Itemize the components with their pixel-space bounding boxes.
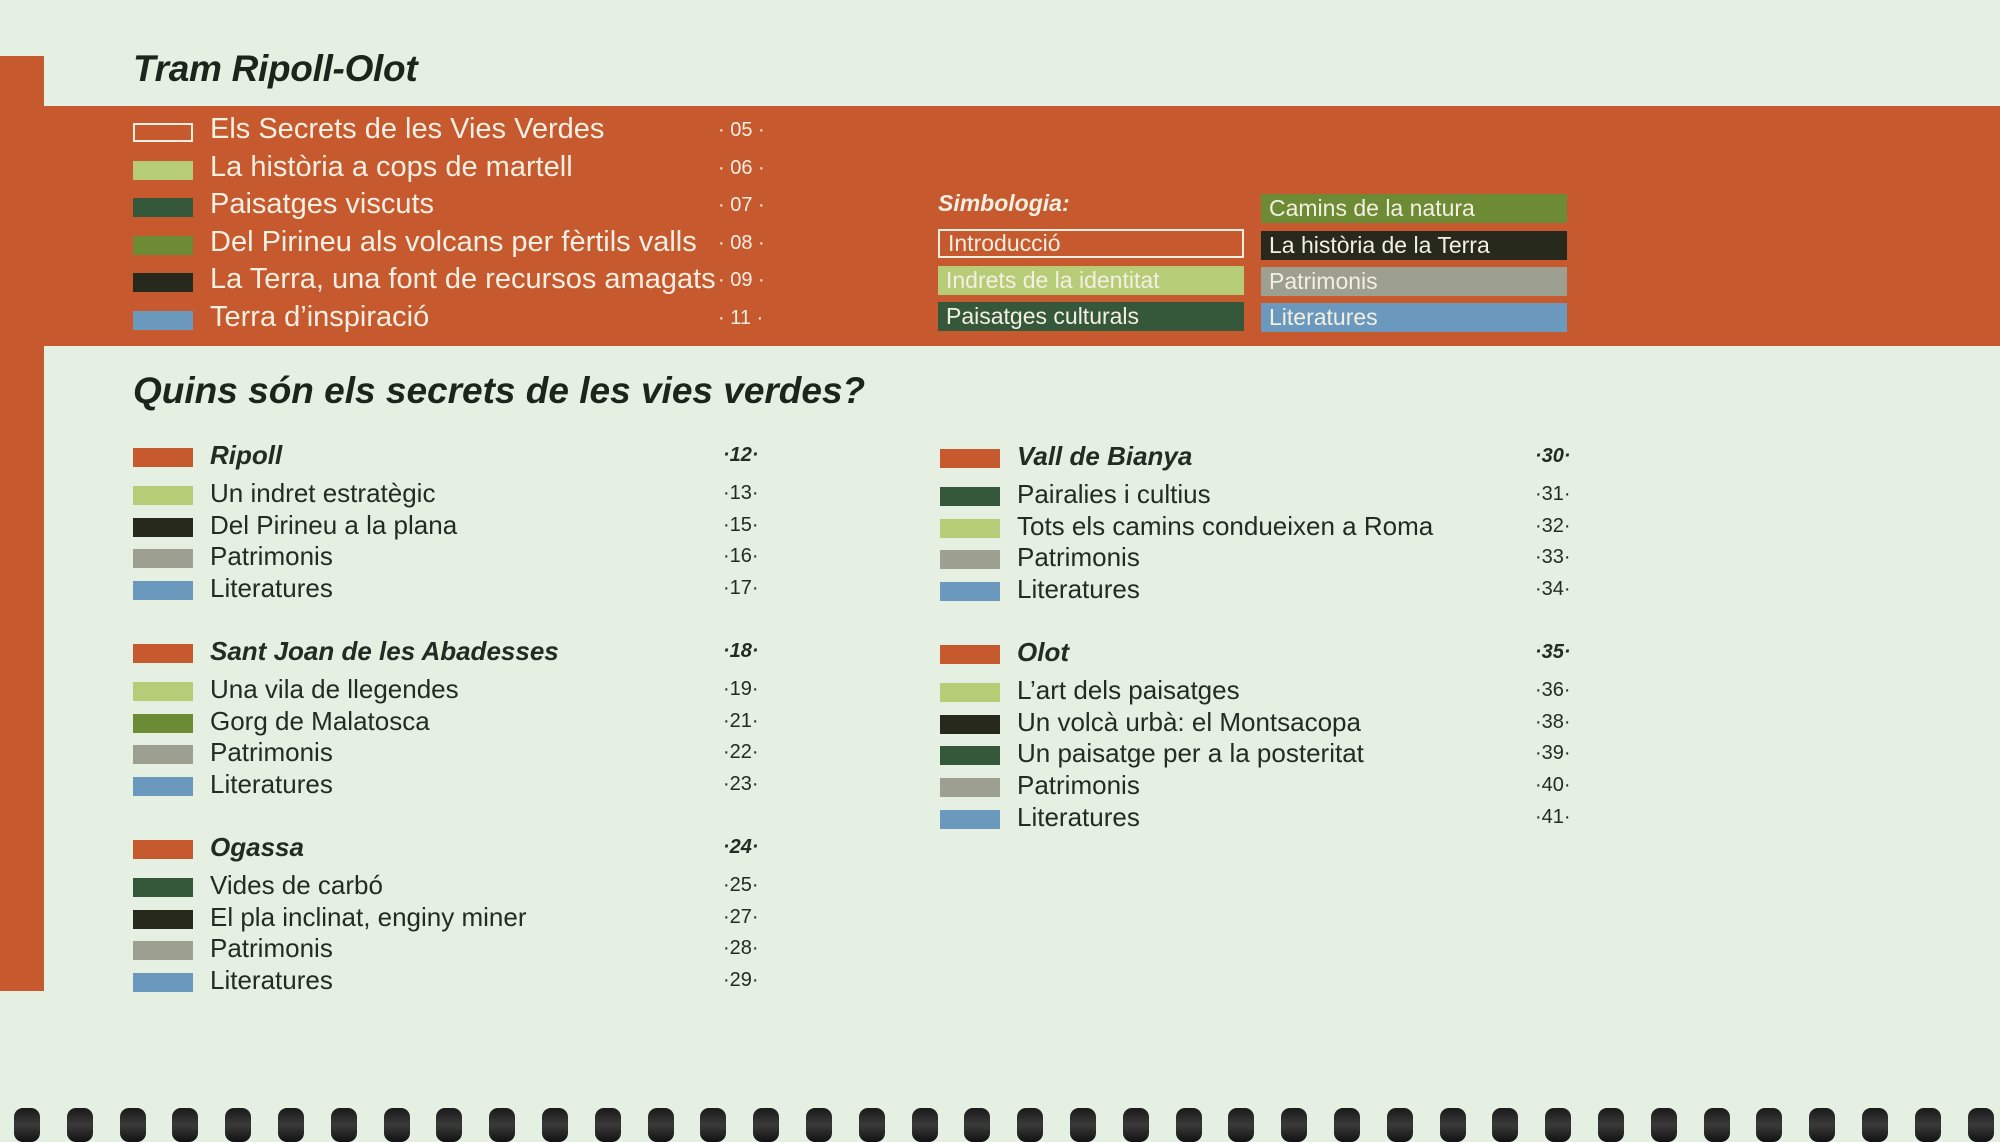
legend-item: Indrets de la identitat [938,266,1244,295]
color-swatch [133,910,193,929]
binding-ring [1387,1108,1413,1142]
page-title: Tram Ripoll-Olot [133,48,418,89]
town-heading[interactable] [940,637,1620,669]
color-swatch [133,682,193,701]
color-swatch [133,518,193,537]
binding-ring [595,1108,621,1142]
color-swatch [133,273,193,292]
chapter-page: ·38· [1535,710,1571,733]
town-marker [133,840,193,859]
toc-entry[interactable] [133,151,773,188]
toc-entry[interactable] [133,226,773,263]
binding-ring [753,1108,779,1142]
town-name: Sant Joan de les Abadesses [210,636,559,666]
chapter-entry[interactable] [133,933,813,965]
chapter-label: Literatures [210,573,333,604]
color-swatch [940,519,1000,538]
binding-ring [1862,1108,1888,1142]
chapter-entry[interactable] [133,674,813,706]
town-name: Ripoll [210,440,283,470]
chapter-page: ·22· [723,741,759,764]
binding-ring [14,1108,40,1142]
chapter-page: ·36· [1535,679,1571,701]
binding-ring [1017,1108,1043,1142]
color-swatch [940,715,1000,734]
chapter-entry[interactable] [940,542,1620,574]
toc-entry-page: · 05 · [718,119,765,141]
chapter-label: Una vila de llegendes [210,674,459,704]
chapter-entry[interactable] [133,737,813,769]
chapter-page: ·39· [1535,742,1571,765]
chapter-label: Del Pirineu a la plana [210,509,458,540]
toc-entry-page: · 06 · [718,156,765,179]
toc-entry-label: La història a cops de martell [210,150,573,183]
chapter-page: ·23· [723,773,759,796]
binding-ring [1440,1108,1466,1142]
town-page: ·24· [723,836,759,858]
chapter-label: Literatures [210,965,333,996]
legend-item: Paisatges culturals [938,302,1244,331]
binding-ring [1334,1108,1360,1142]
chapter-entry[interactable] [133,769,813,801]
toc-entry-page: · 08 · [718,231,765,254]
chapter-label: Literatures [1017,574,1140,605]
toc-entry-label: Terra d’inspiració [210,300,430,333]
chapter-page: ·15· [723,513,759,536]
chapter-entry[interactable] [133,706,813,738]
binding-ring [912,1108,938,1142]
toc-entry[interactable] [133,301,773,338]
chapter-label: Pairalies i cultius [1017,479,1211,509]
binding-ring [1123,1108,1149,1142]
chapter-label: Un indret estratègic [210,478,436,508]
chapter-entry[interactable] [133,478,813,510]
legend-item: Introducció [938,229,1244,258]
town-heading[interactable] [133,440,813,472]
section-title: Quins són els secrets de les vies verdes? [133,370,866,411]
chapter-entry[interactable] [940,511,1620,543]
color-swatch [133,878,193,897]
chapter-label: Literatures [210,769,333,800]
chapter-page: ·41· [1535,805,1571,828]
color-swatch [133,486,193,505]
chapter-entry[interactable] [940,574,1620,606]
town-marker [133,448,193,467]
color-swatch [133,311,193,330]
chapter-label: Vides de carbó [210,870,383,900]
chapter-page: ·33· [1535,546,1571,569]
chapter-page: ·16· [723,545,759,568]
chapter-page: ·19· [723,678,759,700]
binding-ring [700,1108,726,1142]
chapter-entry[interactable] [133,573,813,605]
binding-ring [1651,1108,1677,1142]
binding-ring [1968,1108,1994,1142]
color-swatch [940,683,1000,702]
chapter-page: ·17· [723,577,759,600]
chapter-entry[interactable] [133,965,813,997]
chapter-page: ·32· [1535,514,1571,537]
spiral-binding [0,1102,2000,1140]
binding-ring [1545,1108,1571,1142]
town-page: ·18· [723,640,759,662]
binding-ring [1809,1108,1835,1142]
town-name: Olot [1017,637,1069,667]
binding-ring [489,1108,515,1142]
town-marker [940,449,1000,468]
town-page: ·35· [1535,641,1571,663]
binding-ring [964,1108,990,1142]
color-swatch [133,714,193,733]
binding-ring [1228,1108,1254,1142]
binding-ring [806,1108,832,1142]
toc-entry-label: La Terra, una font de recursos amagats [210,263,716,295]
chapter-label: Literatures [1017,801,1140,832]
town-marker [940,645,1000,664]
color-swatch [133,581,193,600]
chapter-page: ·40· [1535,774,1571,797]
legend-item: Patrimonis [1261,267,1567,296]
color-swatch [133,236,193,255]
chapter-label: L’art dels paisatges [1017,675,1240,705]
legend-item: La història de la Terra [1261,231,1567,260]
binding-ring [1176,1108,1202,1142]
chapter-page: ·21· [723,709,759,732]
toc-entry[interactable] [133,263,773,300]
color-swatch [133,549,193,568]
color-swatch [940,550,1000,569]
color-swatch [133,198,193,217]
chapter-label: Un paisatge per a la posteritat [1017,738,1364,769]
chapter-label: Patrimonis [210,541,333,572]
town-heading[interactable] [133,832,813,864]
chapter-label: Patrimonis [210,933,333,964]
toc-entry-label: Paisatges viscuts [210,188,435,220]
color-swatch [133,123,193,142]
toc-entry-page: · 09 · [718,269,765,291]
chapter-label: Patrimonis [1017,770,1140,801]
town-name: Ogassa [210,832,304,862]
chapter-label: Tots els camins condueixen a Roma [1017,510,1434,541]
chapter-page: ·31· [1535,483,1571,505]
chapter-page: ·25· [723,874,759,896]
chapter-entry[interactable] [940,707,1620,739]
binding-ring [278,1108,304,1142]
chapter-entry[interactable] [940,802,1620,834]
color-swatch [940,778,1000,797]
chapter-entry[interactable] [940,479,1620,511]
color-swatch [940,487,1000,506]
legend-item: Camins de la natura [1261,194,1567,223]
chapter-entry[interactable] [133,541,813,573]
binding-ring [225,1108,251,1142]
color-swatch [940,582,1000,601]
legend-item: Literatures [1261,303,1567,332]
chapter-page: ·34· [1535,578,1571,601]
town-page: ·12· [723,444,759,466]
binding-ring [1281,1108,1307,1142]
chapter-entry[interactable] [133,870,813,902]
chapter-page: ·28· [723,937,759,960]
chapter-label: Patrimonis [210,737,333,768]
toc-entry[interactable] [133,113,773,150]
binding-ring [120,1108,146,1142]
color-swatch [133,161,193,180]
chapter-entry[interactable] [133,510,813,542]
town-page: ·30· [1535,445,1571,467]
binding-ring [1070,1108,1096,1142]
chapter-entry[interactable] [940,770,1620,802]
chapter-label: El pla inclinat, enginy miner [210,901,527,932]
chapter-page: ·29· [723,969,759,992]
chapter-page: ·27· [723,905,759,928]
binding-ring [67,1108,93,1142]
binding-ring [436,1108,462,1142]
binding-ring [1704,1108,1730,1142]
binding-ring [1492,1108,1518,1142]
color-swatch [133,745,193,764]
binding-ring [859,1108,885,1142]
chapter-label: Un volcà urbà: el Montsacopa [1017,706,1361,737]
legend-title: Simbologia: [938,190,1070,216]
toc-entry-label: Del Pirineu als volcans per fèrtils valls [210,225,697,258]
chapter-entry[interactable] [133,902,813,934]
toc-entry[interactable] [133,188,773,225]
color-swatch [940,746,1000,765]
toc-entry-page: · 07 · [718,194,765,216]
chapter-label: Patrimonis [1017,542,1140,573]
binding-ring [648,1108,674,1142]
binding-ring [384,1108,410,1142]
binding-ring [172,1108,198,1142]
binding-ring [1756,1108,1782,1142]
binding-ring [331,1108,357,1142]
toc-entry-label: Els Secrets de les Vies Verdes [210,113,605,145]
binding-ring [542,1108,568,1142]
binding-ring [1915,1108,1941,1142]
color-swatch [940,810,1000,829]
town-heading[interactable] [940,441,1620,473]
chapter-entry[interactable] [940,675,1620,707]
town-marker [133,644,193,663]
toc-entry-page: · 11 · [718,306,764,329]
town-heading[interactable] [133,636,813,668]
color-swatch [133,777,193,796]
chapter-label: Gorg de Malatosca [210,705,430,736]
chapter-entry[interactable] [940,738,1620,770]
color-swatch [133,941,193,960]
chapter-page: ·13· [723,482,759,504]
binding-ring [1598,1108,1624,1142]
color-swatch [133,973,193,992]
town-name: Vall de Bianya [1017,441,1193,471]
